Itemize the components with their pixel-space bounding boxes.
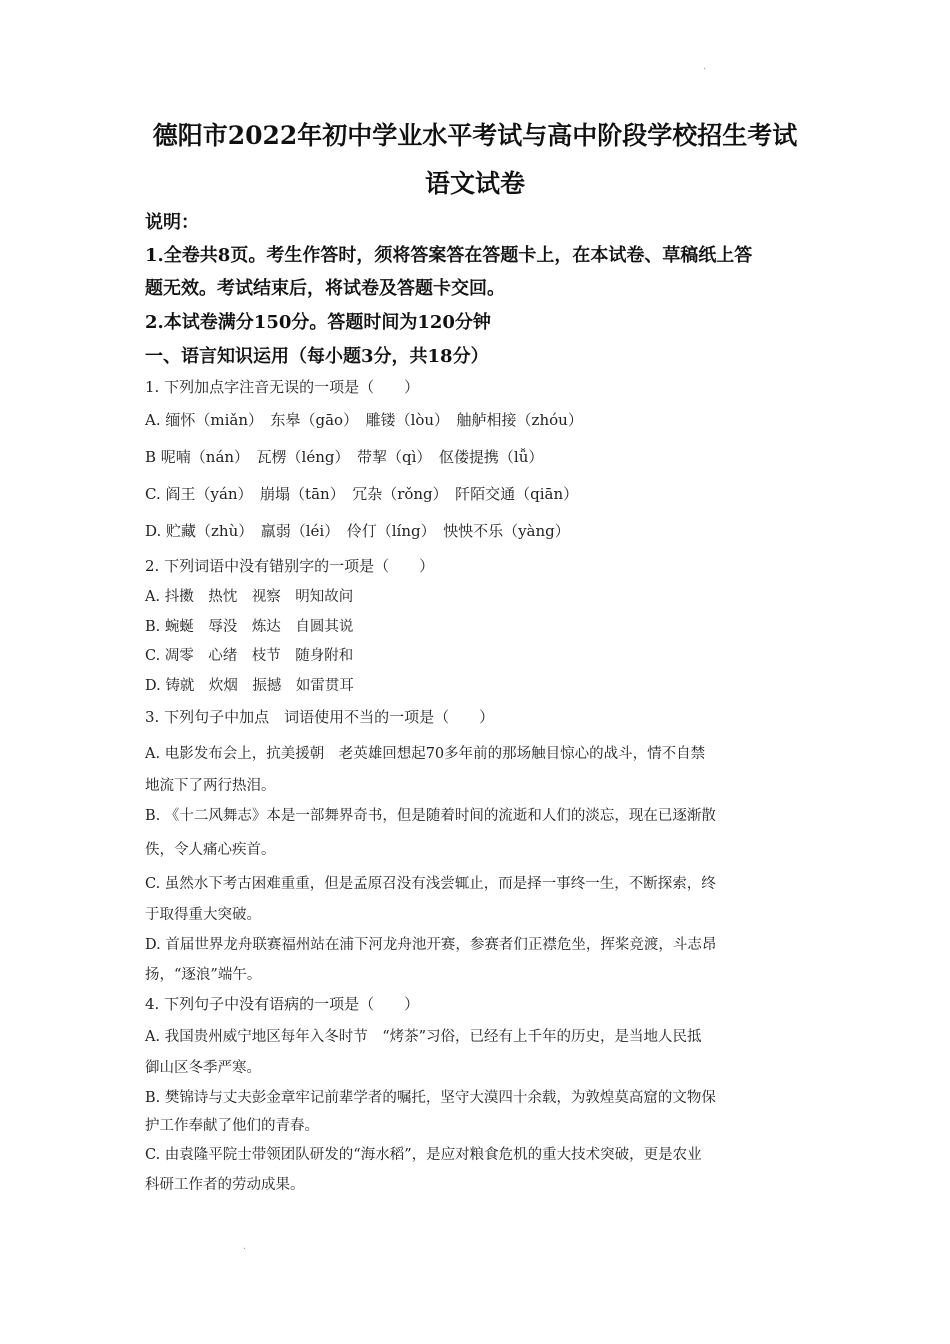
question-1-option-b: B 呢喃（nán） 瓦楞（léng） 带挈（qì） 伛偻提携（lǚ） — [145, 448, 544, 466]
question-3-option-a-line-2: 地流下了两行热泪。 — [145, 778, 276, 794]
footer-mark: · — [243, 1244, 247, 1255]
question-4-option-a-line-1: A. 我国贵州威宁地区每年入冬时节 “烤茶”习俗，已经有上千年的历史，是当地人民抵 — [145, 1029, 702, 1045]
question-3-option-a-line-1: A. 电影发布会上，抗美援朝 老英雄回想起70多年前的那场触目惊心的战斗，情不自禁 — [145, 746, 706, 762]
question-1-option-c: C. 阎王（yán） 崩塌（tān） 冗杂（rǒng） 阡陌交通（qiān） — [145, 485, 579, 503]
instruction-1-line-1: 1.全卷共8页。考生作答时，须将答案答在答题卡上，在本试卷、草稿纸上答 — [145, 245, 753, 266]
question-4-option-a-line-2: 御山区冬季严寒。 — [145, 1060, 261, 1076]
question-1-stem: 1. 下列加点字注音无误的一项是（ ） — [145, 378, 420, 396]
question-4-option-c-line-2: 科研工作者的劳动成果。 — [145, 1177, 305, 1193]
question-4-option-b-line-1: B. 樊锦诗与丈夫彭金章牢记前辈学者的嘱托，坚守大漠四十余载，为敦煌莫高窟的文物保 — [145, 1090, 716, 1106]
header-mark: · — [703, 64, 707, 75]
question-3-option-b-line-1: B. 《十二风舞志》本是一部舞界奇书，但是随着时间的流逝和人们的淡忘，现在已逐渐散 — [145, 808, 716, 824]
question-4-stem: 4. 下列句子中没有语病的一项是（ ） — [145, 995, 420, 1013]
question-3-option-d-line-1: D. 首届世界龙舟联赛福州站在浦下河龙舟池开赛，参赛者们正襟危坐，挥桨竞渡，斗志昂 — [145, 937, 717, 953]
instructions-label: 说明： — [145, 212, 199, 233]
question-1-option-d: D. 贮藏（zhù） 羸弱（léi） 伶仃（líng） 怏怏不乐（yàng） — [145, 522, 570, 540]
instruction-2: 2.本试卷满分150分。答题时间为120分钟 — [145, 312, 491, 333]
question-2-option-d: D. 铸就 炊烟 振撼 如雷贯耳 — [145, 678, 354, 694]
question-1-option-a: A. 缅怀（miǎn） 东皋（gāo） 雕镂（lòu） 舳舻相接（zhóu） — [145, 411, 583, 429]
question-3-option-c-line-1: C. 虽然水下考古困难重重，但是孟原召没有浅尝辄止，而是择一事终一生，不断探索，终 — [145, 876, 716, 892]
exam-title: 德阳市2022年初中学业水平考试与高中阶段学校招生考试 — [152, 121, 798, 150]
question-2-option-c: C. 凋零 心绪 枝节 随身附和 — [145, 648, 354, 664]
question-4-option-b-line-2: 护工作奉献了他们的青春。 — [145, 1118, 319, 1134]
question-3-stem: 3. 下列句子中加点 词语使用不当的一项是（ ） — [145, 708, 495, 726]
question-3-option-c-line-2: 于取得重大突破。 — [145, 907, 261, 923]
instruction-1-line-2: 题无效。考试结束后，将试卷及答题卡交回。 — [145, 278, 505, 299]
question-3-option-b-line-2: 佚，令人痛心疾首。 — [145, 842, 276, 858]
question-2-option-b: B. 蜿蜒 辱没 炼达 自圆其说 — [145, 619, 354, 635]
question-4-option-c-line-1: C. 由袁隆平院士带领团队研发的“海水稻”，是应对粮食危机的重大技术突破，更是农业 — [145, 1147, 702, 1163]
question-3-option-d-line-2: 扬，“逐浪”端午。 — [145, 967, 262, 983]
question-2-option-a: A. 抖擞 热忱 视察 明知故问 — [145, 589, 354, 605]
exam-subtitle: 语文试卷 — [424, 169, 525, 198]
section-heading: 一、语言知识运用（每小题3分，共18分） — [145, 346, 489, 367]
question-2-stem: 2. 下列词语中没有错别字的一项是（ ） — [145, 557, 435, 575]
